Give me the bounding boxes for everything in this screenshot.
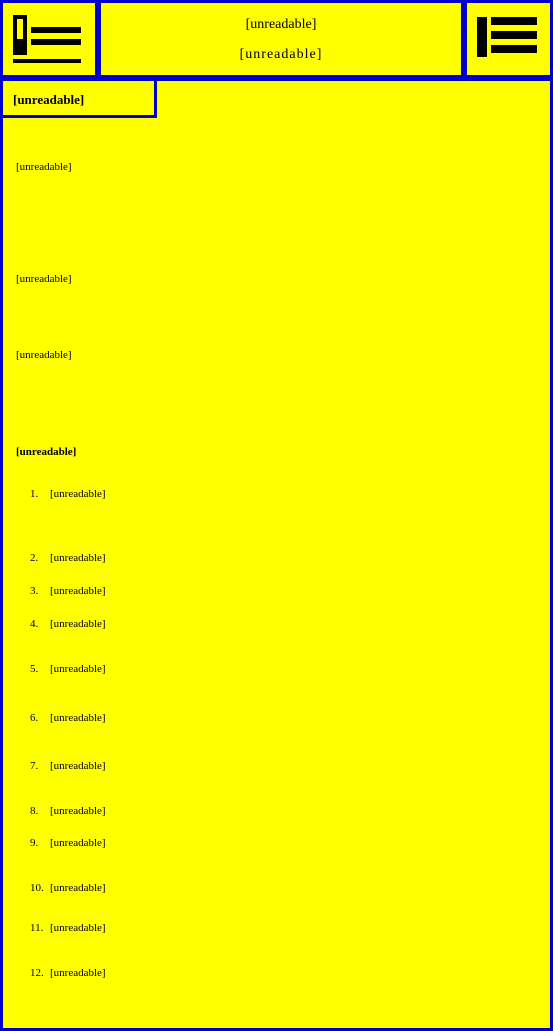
item-number: 9. (30, 837, 39, 849)
good-news-logo-icon (473, 11, 543, 67)
item-text: [unreadable] (50, 760, 106, 772)
entry-heading: [unreadable] (13, 92, 85, 107)
list-item (30, 710, 540, 726)
bellwether-logo-icon (9, 11, 89, 67)
list-item (30, 486, 540, 502)
item-text: [unreadable] (50, 585, 106, 597)
title-tamil: [unreadable] (245, 17, 317, 32)
list-item (30, 880, 540, 896)
list-item (30, 803, 540, 819)
item-number: 6. (30, 712, 39, 724)
item-text: [unreadable] (50, 663, 106, 675)
item-number: 1. (30, 488, 39, 500)
item-number: 11. (30, 922, 44, 934)
list-item (30, 965, 540, 981)
item-number: 10. (30, 882, 44, 894)
logo-left-mark (9, 11, 89, 67)
item-number: 2. (30, 552, 39, 564)
item-text: [unreadable] (50, 805, 106, 817)
item-text: [unreadable] (50, 712, 106, 724)
item-number: 3. (30, 585, 39, 597)
paragraph-3: [unreadable] (16, 349, 72, 361)
entry-heading-box (0, 78, 157, 118)
item-number: 8. (30, 805, 39, 817)
item-number: 5. (30, 663, 39, 675)
item-text: [unreadable] (50, 922, 106, 934)
item-number: 4. (30, 618, 39, 630)
logo-right-mark (473, 11, 544, 67)
item-text: [unreadable] (50, 618, 106, 630)
item-text: [unreadable] (50, 967, 106, 979)
item-number: 12. (30, 967, 44, 979)
list-item (30, 661, 540, 677)
list-item (30, 920, 540, 936)
list-item (30, 616, 540, 632)
item-number: 7. (30, 760, 39, 772)
publisher-logo-right (464, 0, 553, 78)
item-text: [unreadable] (50, 882, 106, 894)
item-text: [unreadable] (50, 552, 106, 564)
paragraph-1: [unreadable] (16, 161, 72, 173)
list-item (30, 583, 540, 599)
list-item (30, 758, 540, 774)
item-text: [unreadable] (50, 488, 106, 500)
list-item (30, 550, 540, 566)
list-item (30, 835, 540, 851)
dictionary-title-box (98, 0, 464, 78)
publisher-logo-left (0, 0, 98, 78)
title-english: [unreadable] (239, 47, 323, 62)
paragraph-2: [unreadable] (16, 273, 72, 285)
item-text: [unreadable] (50, 837, 106, 849)
section-subheading: [unreadable] (16, 446, 77, 458)
